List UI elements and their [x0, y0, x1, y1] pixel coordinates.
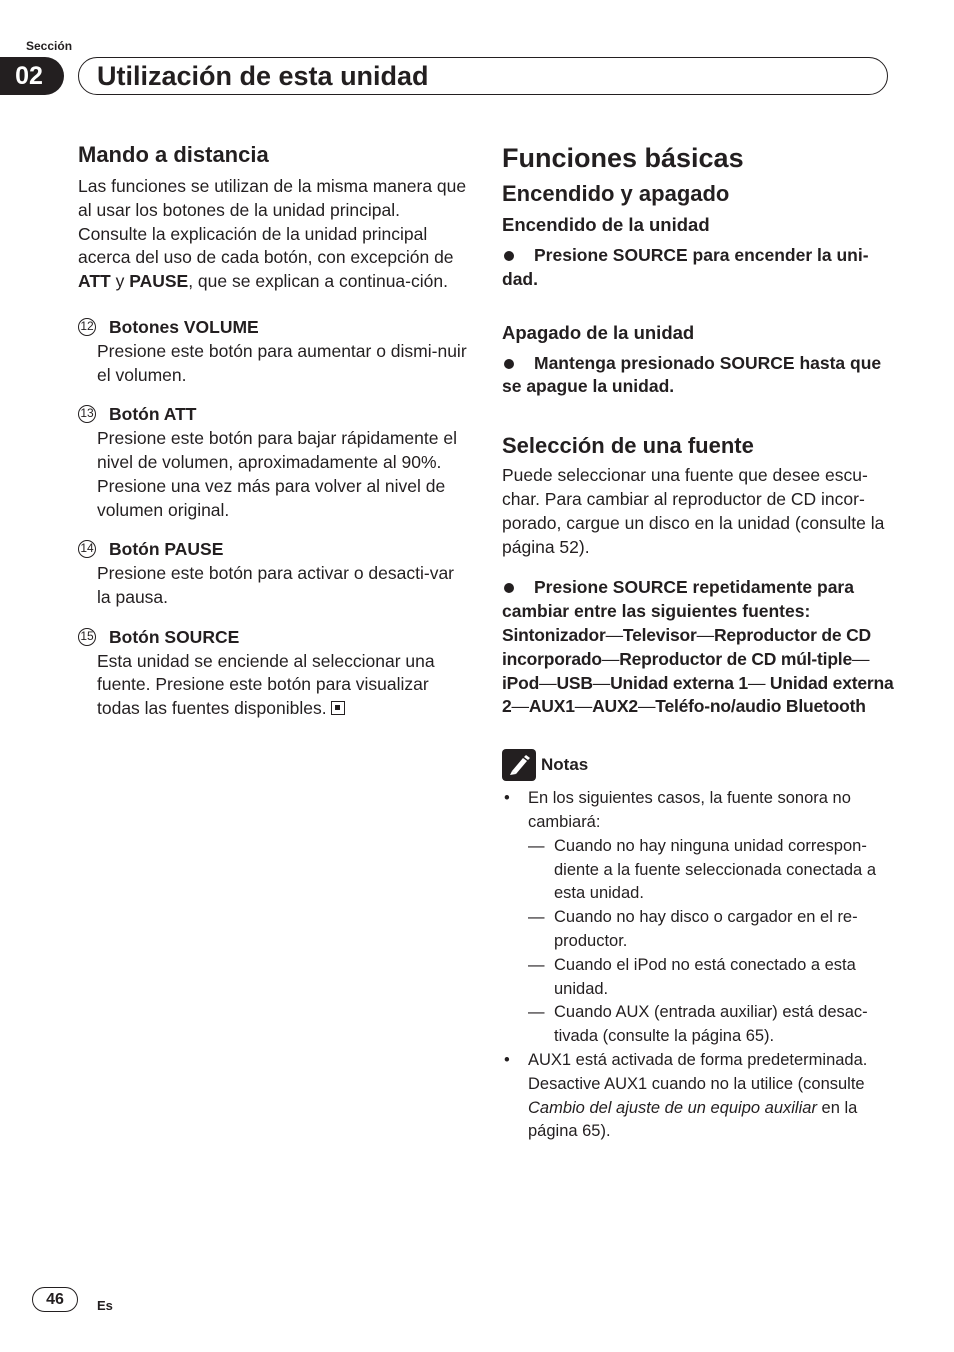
- note-sub-item: — Cuando no hay disco o cargador en el re-productor.: [528, 908, 858, 950]
- basic-functions-heading: Funciones básicas: [502, 143, 744, 173]
- power-off-heading: Apagado de la unidad: [502, 321, 695, 343]
- right-column: [502, 140, 894, 1144]
- item-volume-text: Presione este botón para aumentar o dismi-nuir el volumen.: [97, 340, 467, 385]
- item-pause-text: Presione este botón para activar o desacti-var la pausa.: [97, 563, 454, 607]
- step-bullet-icon: [504, 359, 514, 369]
- notes-list: [502, 787, 894, 1144]
- note-sub-list: [528, 835, 894, 1049]
- item-number-badge: 12: [78, 318, 96, 336]
- item-number-badge: 15: [78, 628, 96, 646]
- pencil-icon: [502, 749, 536, 781]
- power-on-heading: Encendido de la unidad: [502, 214, 710, 235]
- remote-control-heading: Mando a distancia: [78, 142, 269, 167]
- item-att-text: Presione este botón para bajar rápidamente el nivel de volumen, aproximadamente al 90%. Presione una vez más para volver al nivel de volumen original.: [97, 428, 457, 520]
- source-select-intro: Puede seleccionar una fuente que desee escu-char. Para cambiar al reproductor de CD incor-porado, cargue un disco en la unidad (consulte la página 52).: [502, 465, 885, 557]
- note-item: • En los siguientes casos, la fuente sonora no cambiará: — Cuando no hay ninguna unidad correspon-diente a la fuente seleccionada conectada a esta unidad. — Cuando no hay disco o cargador en el re-productor. — Cuando el iPod no está conectado a esta unidad. — Cuando AUX (entrada auxiliar) está desac-tivada (consulte la página 65).: [502, 787, 894, 1049]
- item-pause-heading: 14 Botón PAUSE: [78, 538, 468, 562]
- step-bullet-icon: [504, 251, 514, 261]
- power-off-step: Mantenga presionado SOURCE hasta que se apague la unidad.: [502, 352, 882, 397]
- note-sub-item: — Cuando AUX (entrada auxiliar) está desac-tivada (consulte la página 65).: [528, 1003, 868, 1046]
- item-att-heading: 13 Botón ATT: [78, 403, 468, 427]
- source-select-heading: Selección de una fuente: [502, 433, 754, 459]
- item-volume-heading: 12 Botones VOLUME: [78, 316, 468, 340]
- remote-control-intro: Las funciones se utilizan de la misma manera que al usar los botones de la unidad principal. Consulte la explicación de la unidad principal acerca del uso de cada botón, con excepción de ATT y PAUSE, que se explican a continua-ción.: [78, 176, 467, 292]
- item-number-badge: 13: [78, 405, 96, 423]
- step-bullet-icon: [504, 583, 514, 593]
- section-number: 02: [0, 57, 64, 95]
- end-of-section-icon: [331, 701, 345, 715]
- power-on-step: Presione SOURCE para encender la uni-dad.: [502, 245, 869, 289]
- section-title: Utilización de esta unidad: [97, 61, 429, 91]
- note-sub-item: — Cuando no hay ninguna unidad correspon-diente a la fuente seleccionada conectada a esta unidad.: [528, 836, 876, 903]
- page-number: 46: [32, 1287, 78, 1312]
- language-code: Es: [97, 1298, 113, 1313]
- power-heading: Encendido y apagado: [502, 181, 730, 206]
- left-column: [78, 140, 468, 721]
- note-item: • AUX1 está activada de forma predeterminada. Desactive AUX1 cuando no la utilice (consulte Cambio del ajuste de un equipo auxiliar en la página 65).: [504, 1050, 868, 1141]
- note-sub-item: — Cuando el iPod no está conectado a esta unidad.: [528, 955, 856, 998]
- item-source-text: Esta unidad se enciende al seleccionar una fuente. Presione este botón para visualizar todas las fuentes disponibles.: [97, 650, 435, 719]
- item-source-heading: 15 Botón SOURCE: [78, 626, 468, 650]
- notes-heading: Notas: [502, 749, 894, 781]
- item-number-badge: 14: [78, 540, 96, 558]
- source-select-step: Presione SOURCE repetidamente para cambiar entre las siguientes fuentes:: [502, 577, 854, 622]
- section-label: Sección: [26, 39, 73, 53]
- source-list: Sintonizador—Televisor—Reproductor de CD incorporado—Reproductor de CD múl-tiple—iPod—USB—Unidad externa 1— Unidad externa 2—AUX1—AUX2—Teléfo-no/audio Bluetooth: [502, 624, 894, 717]
